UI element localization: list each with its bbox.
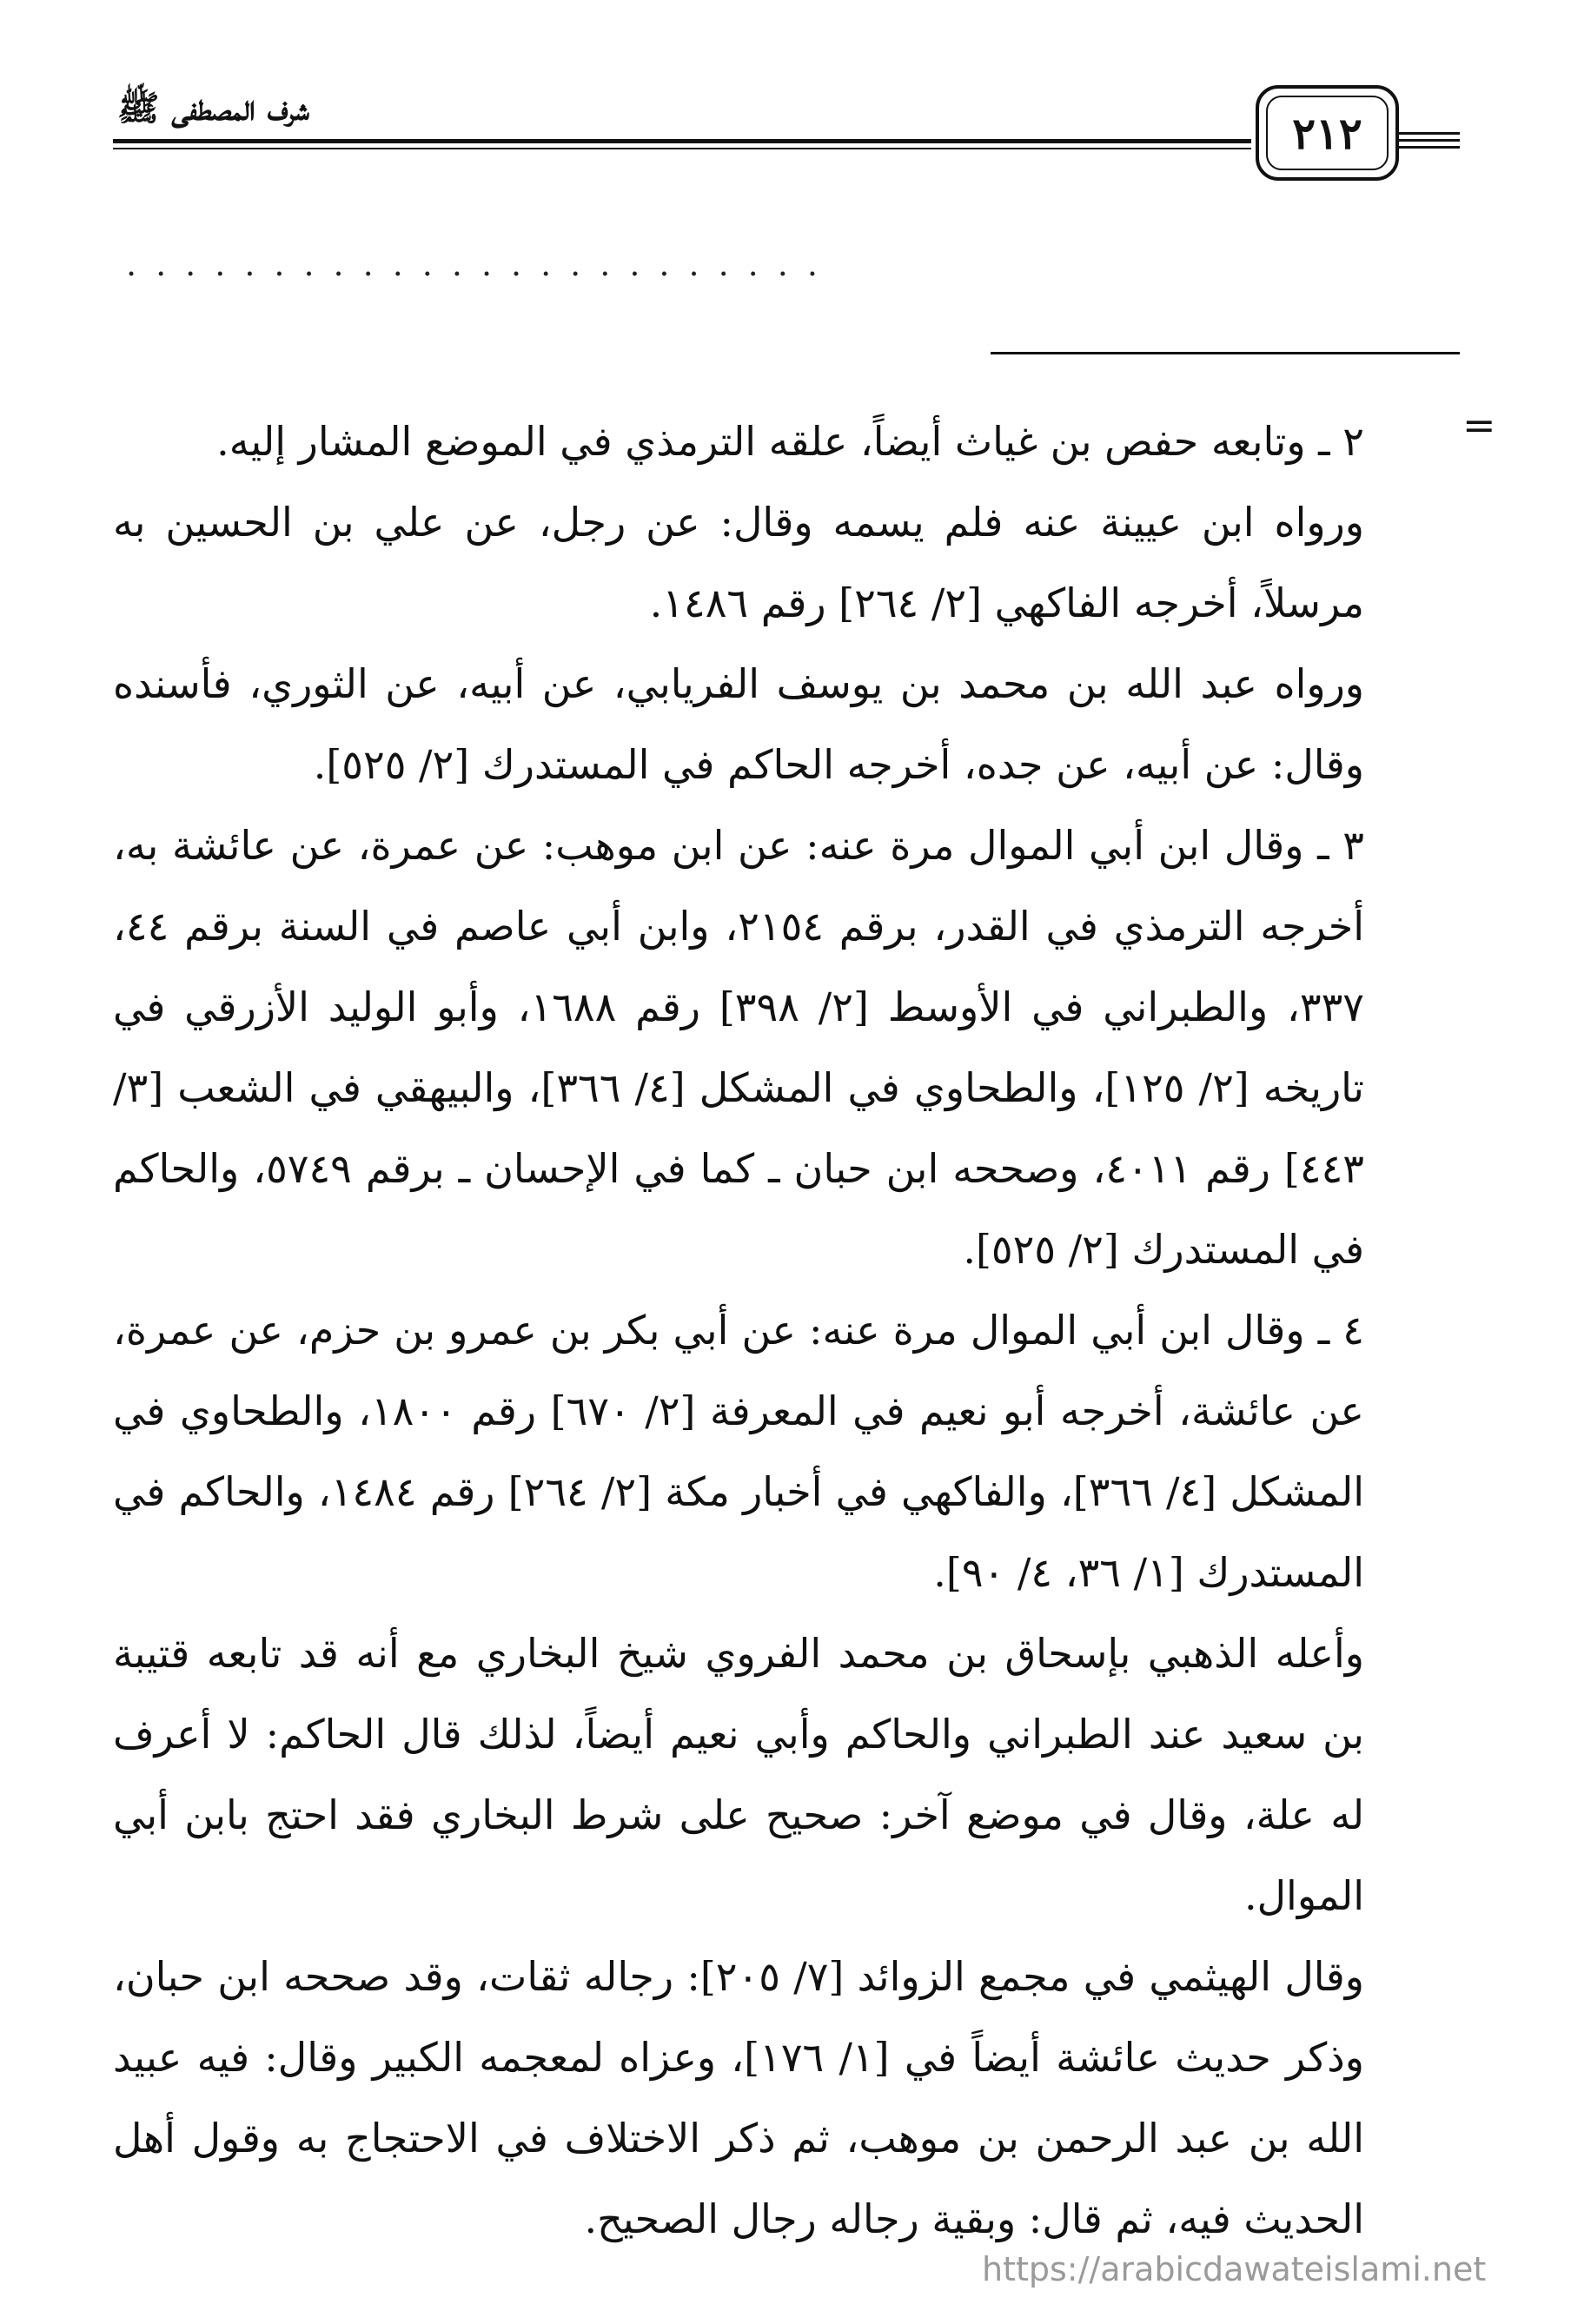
header-rule-right	[1399, 132, 1460, 135]
header-rule	[113, 139, 1251, 143]
header-rule-right	[1399, 146, 1460, 149]
header-rule-thin	[113, 148, 1251, 149]
page-number-frame	[1256, 85, 1399, 181]
paragraph: وقال الهيثمي في مجمع الزوائد [٧/ ٢٠٥]: رجاله ثقات، وقد صححه ابن حبان، وذكر حديث عائشة أيضاً في [١/ ١٧٦]، وعزاه لمعجمه الكبير وقال: فيه عبيد الله بن عبد الرحمن بن موهب، ثم ذكر الاختلاف في الاحتجاج به وقول أهل الحديث فيه، ثم قال: وبقية رجاله رجال الصحيح.	[113, 1953, 1364, 2242]
page-header	[0, 0, 1571, 174]
paragraph: ٤ ـ وقال ابن أبي الموال مرة عنه: عن أبي بكر بن عمرو بن حزم، عن عمرة، عن عائشة، أخرجه أبو نعيم في المعرفة [٢/ ٦٧٠] رقم ١٨٠٠، والطحاوي في المشكل [٤/ ٣٦٦]، والفاكهي في أخبار مكة [٢/ ٢٦٤] رقم ١٤٨٤، والحاكم في المستدرك [١/ ٣٦، ٤/ ٩٠].	[113, 1307, 1364, 1596]
dotted-separator: ........................	[126, 245, 837, 280]
footnote-rule	[991, 352, 1460, 354]
book-title: شرف المصطفى ﷺ	[117, 88, 309, 129]
paragraph: ورواه ابن عيينة عنه فلم يسمه وقال: عن رجل، عن علي بن الحسين به مرسلاً، أخرجه الفاكهي [٢/ ٢٦٤] رقم ١٤٨٦.	[113, 499, 1364, 626]
paragraph: وأعله الذهبي بإسحاق بن محمد الفروي شيخ البخاري مع أنه قد تابعه قتيبة بن سعيد عند الطبراني والحاكم وأبي نعيم أيضاً، لذلك قال الحاكم: لا أعرف له علة، وقال في موضع آخر: صحيح على شرط البخاري فقد احتج بابن أبي الموال.	[113, 1630, 1364, 1919]
paragraph: ٣ ـ وقال ابن أبي الموال مرة عنه: عن ابن موهب: عن عمرة، عن عائشة به، أخرجه الترمذي في القدر، برقم ٢١٥٤، وابن أبي عاصم في السنة برقم ٤٤، ٣٣٧، والطبراني في الأوسط [٢/ ٣٩٨] رقم ١٦٨٨، وأبو الوليد الأزرقي في تاريخه [٢/ ١٢٥]، والطحاوي في المشكل [٤/ ٣٦٦]، والبيهقي في الشعب [٣/ ٤٤٣] رقم ٤٠١١، وصححه ابن حبان ـ كما في الإحسان ـ برقم ٥٧٤٩، والحاكم في المستدرك [٢/ ٥٢٥].	[113, 822, 1365, 1273]
page-number: ٢١٢	[1266, 96, 1389, 170]
paragraph: ورواه عبد الله بن محمد بن يوسف الفريابي، عن أبيه، عن الثوري، فأسنده وقال: عن أبيه، عن جده، أخرجه الحاكم في المستدرك [٢/ ٥٢٥].	[113, 660, 1364, 788]
continuation-mark: =	[1462, 401, 1496, 448]
footnote-text	[113, 401, 1364, 2260]
watermark-url: https://arabicdawateislami.net	[982, 2250, 1487, 2288]
header-rule-right	[1399, 139, 1460, 142]
paragraph: ٢ ـ وتابعه حفص بن غياث أيضاً، علقه الترمذي في الموضع المشار إليه.	[216, 418, 1364, 465]
